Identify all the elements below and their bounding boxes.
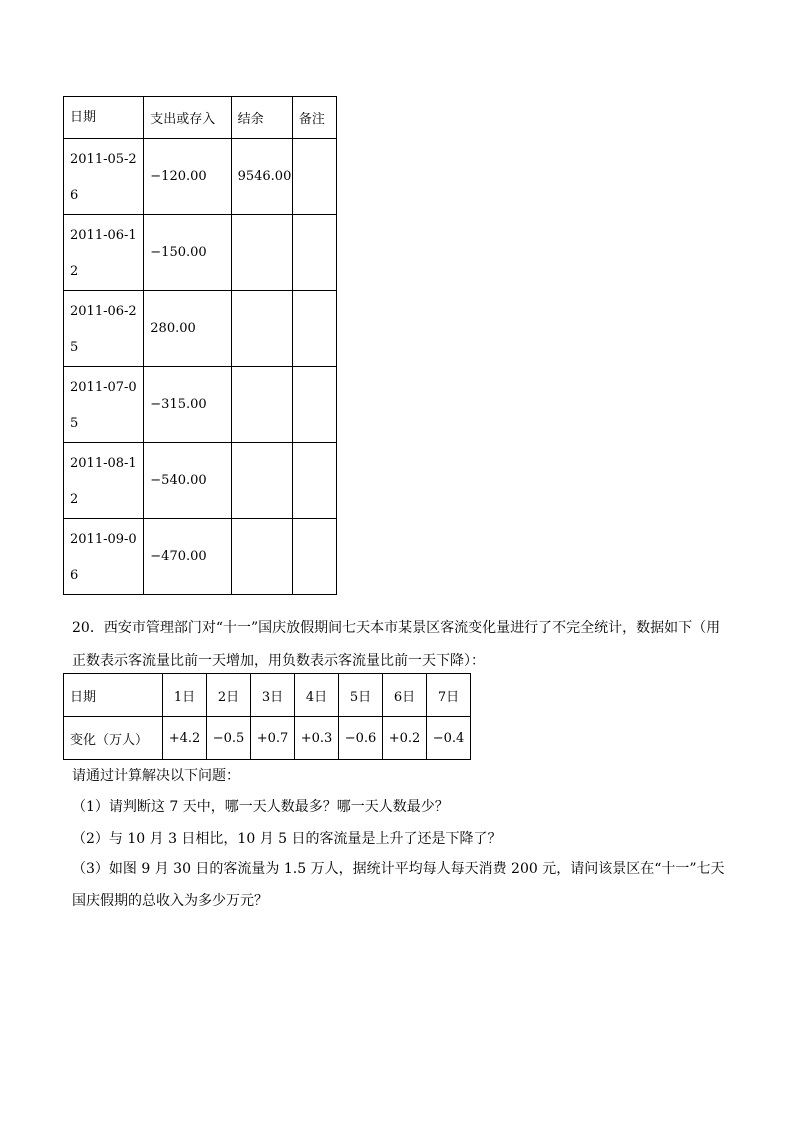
flow-change-row bbox=[64, 717, 471, 760]
ledger-row bbox=[64, 443, 337, 519]
ledger-amount: −540.00 bbox=[144, 443, 231, 519]
header-note: 备注 bbox=[292, 97, 336, 139]
visitor-flow-table bbox=[63, 673, 471, 760]
flow-change: +0.3 bbox=[295, 717, 339, 760]
instruction-text: 请通过计算解决以下问题： bbox=[72, 768, 240, 784]
flow-change: −0.6 bbox=[339, 717, 383, 760]
ledger-balance bbox=[231, 291, 292, 367]
ledger-amount: −150.00 bbox=[144, 215, 231, 291]
ledger-balance bbox=[231, 443, 292, 519]
ledger-header-row bbox=[64, 97, 337, 139]
flow-day: 2日 bbox=[207, 674, 251, 717]
flow-change: −0.5 bbox=[207, 717, 251, 760]
flow-change: +0.7 bbox=[251, 717, 295, 760]
ledger-balance bbox=[231, 367, 292, 443]
flow-change-label: 变化（万人） bbox=[64, 717, 163, 760]
ledger-row bbox=[64, 367, 337, 443]
ledger-date: 2011-06-2 5 bbox=[64, 291, 144, 367]
header-date: 日期 bbox=[64, 97, 144, 139]
question-2: （2）与 10 月 3 日相比，10 月 5 日的客流量是上升了还是下降了？ bbox=[72, 831, 502, 847]
flow-day: 1日 bbox=[163, 674, 207, 717]
header-balance: 结余 bbox=[231, 97, 292, 139]
ledger-row bbox=[64, 291, 337, 367]
flow-day: 3日 bbox=[251, 674, 295, 717]
ledger-amount: −120.00 bbox=[144, 139, 231, 215]
ledger-date: 2011-06-1 2 bbox=[64, 215, 144, 291]
flow-date-label: 日期 bbox=[64, 674, 163, 717]
question-1: （1）请判断这 7 天中，哪一天人数最多？哪一天人数最少？ bbox=[72, 799, 449, 815]
problem-20-statement: 20．西安市管理部门对“十一”国庆放假期间七天本市某景区客流变化量进行了不完全统计，数据如下（用正数表示客流量比前一天增加，用负数表示客流量比前一天下降）： bbox=[72, 620, 721, 669]
ledger-note bbox=[292, 443, 336, 519]
ledger-note bbox=[292, 139, 336, 215]
flow-day: 4日 bbox=[295, 674, 339, 717]
flow-change: +4.2 bbox=[163, 717, 207, 760]
flow-change: +0.2 bbox=[383, 717, 427, 760]
ledger-balance bbox=[231, 215, 292, 291]
ledger-note bbox=[292, 215, 336, 291]
ledger-date: 2011-08-1 2 bbox=[64, 443, 144, 519]
ledger-date: 2011-07-0 5 bbox=[64, 367, 144, 443]
ledger-date: 2011-09-0 6 bbox=[64, 519, 144, 595]
ledger-balance: 9546.00 bbox=[231, 139, 292, 215]
flow-change: −0.4 bbox=[427, 717, 471, 760]
flow-day: 5日 bbox=[339, 674, 383, 717]
ledger-note bbox=[292, 519, 336, 595]
ledger-amount: −315.00 bbox=[144, 367, 231, 443]
header-amount: 支出或存入 bbox=[144, 97, 231, 139]
flow-days-row bbox=[64, 674, 471, 717]
ledger-note bbox=[292, 291, 336, 367]
ledger-note bbox=[292, 367, 336, 443]
flow-day: 7日 bbox=[427, 674, 471, 717]
question-3: （3）如图 9 月 30 日的客流量为 1.5 万人，据统计平均每人每天消费 200 元，请问该景区在“十一”七天国庆假期的总收入为多少万元？ bbox=[72, 861, 725, 909]
ledger-row bbox=[64, 215, 337, 291]
ledger-amount: −470.00 bbox=[144, 519, 231, 595]
ledger-amount: 280.00 bbox=[144, 291, 231, 367]
ledger-balance bbox=[231, 519, 292, 595]
ledger-row bbox=[64, 139, 337, 215]
ledger-table bbox=[63, 96, 337, 595]
ledger-row bbox=[64, 519, 337, 595]
flow-day: 6日 bbox=[383, 674, 427, 717]
ledger-date: 2011-05-2 6 bbox=[64, 139, 144, 215]
